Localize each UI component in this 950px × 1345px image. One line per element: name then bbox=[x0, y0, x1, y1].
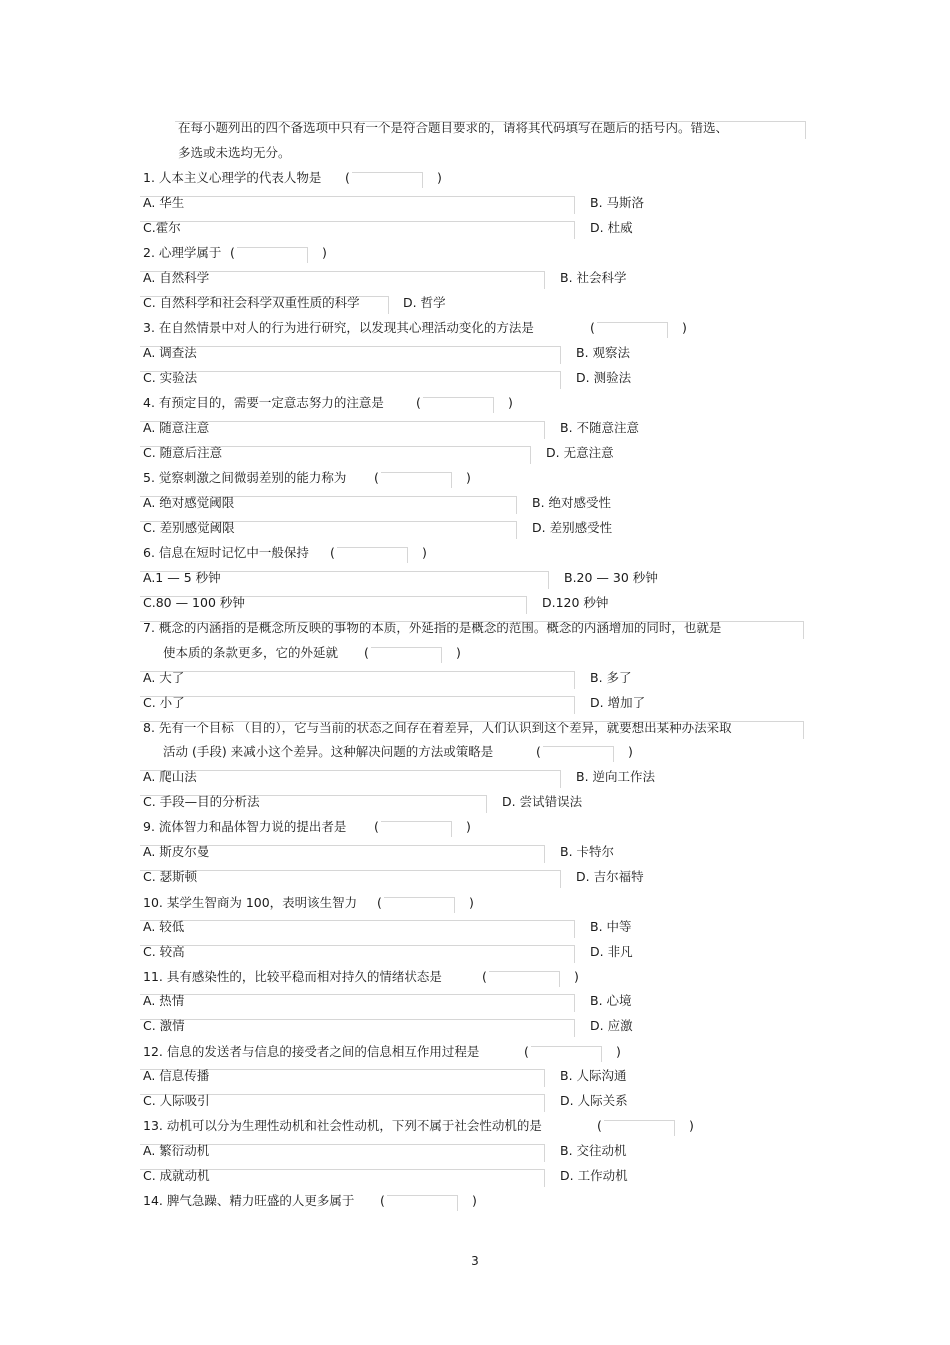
answer-paren-open: ( bbox=[482, 969, 487, 984]
question-6-stem: 6. 信息在短时记忆中一般保持 bbox=[143, 545, 309, 560]
question-6-option-b: B.20 — 30 秒钟 bbox=[564, 570, 658, 585]
answer-paren-close: ) bbox=[456, 645, 461, 660]
question-11-option-c: C. 激情 bbox=[143, 1018, 185, 1033]
question-9-stem: 9. 流体智力和晶体智力说的提出者是 bbox=[143, 819, 347, 834]
question-1-option-d: D. 杜威 bbox=[590, 220, 633, 235]
question-3-stem: 3. 在自然情景中对人的行为进行研究，以发现其心理活动变化的方法是 bbox=[143, 320, 534, 335]
option-frame bbox=[140, 671, 575, 689]
answer-paren-close: ) bbox=[574, 969, 579, 984]
question-6-option-d: D.120 秒钟 bbox=[542, 595, 609, 610]
question-14-stem: 14. 脾气急躁、精力旺盛的人更多属于 bbox=[143, 1193, 355, 1208]
question-1-option-c: C.霍尔 bbox=[143, 220, 181, 235]
option-frame bbox=[140, 346, 561, 364]
answer-paren-open: ( bbox=[590, 320, 595, 335]
question-9-option-d: D. 吉尔福特 bbox=[576, 869, 644, 884]
answer-paren-close: ) bbox=[466, 819, 471, 834]
question-11-option-a: A. 热情 bbox=[143, 993, 185, 1008]
question-8-option-a: A. 爬山法 bbox=[143, 769, 197, 784]
question-7-option-d: D. 增加了 bbox=[590, 695, 646, 710]
answer-paren-close: ) bbox=[437, 170, 442, 185]
instruction-line-2: 多选或未选均无分。 bbox=[178, 145, 291, 160]
answer-blank[interactable] bbox=[237, 247, 308, 263]
question-1-option-b: B. 马斯洛 bbox=[590, 195, 645, 210]
answer-paren-close: ) bbox=[616, 1044, 621, 1059]
question-7-option-b: B. 多了 bbox=[590, 670, 632, 685]
question-11-option-b: B. 心境 bbox=[590, 993, 632, 1008]
option-frame bbox=[140, 371, 561, 389]
text-frame bbox=[140, 621, 804, 639]
answer-paren-open: ( bbox=[364, 645, 369, 660]
answer-paren-open: ( bbox=[377, 895, 382, 910]
question-5-option-c: C. 差别感觉阈限 bbox=[143, 520, 235, 535]
option-frame bbox=[140, 221, 575, 239]
answer-paren-open: ( bbox=[345, 170, 350, 185]
question-12-stem: 12. 信息的发送者与信息的接受者之间的信息相互作用过程是 bbox=[143, 1044, 480, 1059]
answer-blank[interactable] bbox=[604, 1120, 675, 1136]
instruction-line-1: 在每小题列出的四个备选项中只有一个是符合题目要求的，请将其代码填写在题后的括号内。错选、 bbox=[178, 120, 729, 135]
answer-blank[interactable] bbox=[384, 897, 455, 913]
question-7-option-c: C. 小了 bbox=[143, 695, 185, 710]
answer-blank[interactable] bbox=[337, 547, 408, 563]
option-frame bbox=[140, 870, 561, 888]
question-3-option-a: A. 调查法 bbox=[143, 345, 197, 360]
answer-blank[interactable] bbox=[543, 746, 614, 762]
question-1-option-a: A. 华生 bbox=[143, 195, 185, 210]
option-frame bbox=[140, 196, 575, 214]
question-9-option-c: C. 瑟斯顿 bbox=[143, 869, 198, 884]
answer-paren-open: ( bbox=[380, 1193, 385, 1208]
question-13-option-a: A. 繁衍动机 bbox=[143, 1143, 210, 1158]
answer-paren-open: ( bbox=[524, 1044, 529, 1059]
question-13-stem: 13. 动机可以分为生理性动机和社会性动机，下列不属于社会性动机的是 bbox=[143, 1118, 542, 1133]
question-3-option-b: B. 观察法 bbox=[576, 345, 631, 360]
option-frame bbox=[140, 696, 575, 714]
question-13-option-d: D. 工作动机 bbox=[560, 1168, 628, 1183]
question-10-option-c: C. 较高 bbox=[143, 944, 185, 959]
answer-paren-close: ) bbox=[628, 744, 633, 759]
answer-blank[interactable] bbox=[531, 1046, 602, 1062]
answer-paren-close: ) bbox=[472, 1193, 477, 1208]
question-10-option-d: D. 非凡 bbox=[590, 944, 633, 959]
answer-paren-close: ) bbox=[689, 1118, 694, 1133]
question-8-option-b: B. 逆向工作法 bbox=[576, 769, 656, 784]
answer-blank[interactable] bbox=[352, 172, 423, 188]
question-8-stem: 8. 先有一个目标 （目的），它与当前的状态之间存在着差异，人们认识到这个差异，就要想出某种办法采取 bbox=[143, 720, 732, 735]
option-frame bbox=[140, 770, 561, 788]
question-3-option-c: C. 实验法 bbox=[143, 370, 198, 385]
question-2-stem: 2. 心理学属于 bbox=[143, 245, 222, 260]
answer-blank[interactable] bbox=[597, 322, 668, 338]
answer-paren-open: ( bbox=[374, 819, 379, 834]
question-12-option-d: D. 人际关系 bbox=[560, 1093, 628, 1108]
question-12-option-a: A. 信息传播 bbox=[143, 1068, 210, 1083]
question-5-stem: 5. 觉察刺激之间微弱差别的能力称为 bbox=[143, 470, 347, 485]
question-4-stem: 4. 有预定目的，需要一定意志努力的注意是 bbox=[143, 395, 384, 410]
question-8-stem-cont: 活动 (手段) 来减小这个差异。这种解决问题的方法或策略是 bbox=[163, 744, 494, 759]
answer-blank[interactable] bbox=[489, 971, 560, 987]
question-2-option-a: A. 自然科学 bbox=[143, 270, 210, 285]
question-2-option-d: D. 哲学 bbox=[403, 295, 446, 310]
question-4-option-a: A. 随意注意 bbox=[143, 420, 210, 435]
question-13-option-c: C. 成就动机 bbox=[143, 1168, 210, 1183]
answer-blank[interactable] bbox=[381, 821, 452, 837]
answer-paren-open: ( bbox=[230, 245, 235, 260]
answer-paren-open: ( bbox=[416, 395, 421, 410]
answer-paren-open: ( bbox=[374, 470, 379, 485]
question-9-option-b: B. 卡特尔 bbox=[560, 844, 615, 859]
question-4-option-c: C. 随意后注意 bbox=[143, 445, 223, 460]
page-number: 3 bbox=[471, 1254, 479, 1268]
question-5-option-d: D. 差别感受性 bbox=[532, 520, 613, 535]
answer-paren-close: ) bbox=[466, 470, 471, 485]
question-8-option-c: C. 手段—目的分析法 bbox=[143, 794, 260, 809]
question-8-option-d: D. 尝试错误法 bbox=[502, 794, 583, 809]
question-7-option-a: A. 大了 bbox=[143, 670, 185, 685]
question-5-option-b: B. 绝对感受性 bbox=[532, 495, 612, 510]
answer-paren-close: ) bbox=[682, 320, 687, 335]
answer-paren-open: ( bbox=[330, 545, 335, 560]
option-frame bbox=[140, 1019, 575, 1037]
question-7-stem: 7. 概念的内涵指的是概念所反映的事物的本质，外延指的是概念的范围。概念的内涵增加的同时，也就是 bbox=[143, 620, 722, 635]
answer-blank[interactable] bbox=[423, 397, 494, 413]
question-9-option-a: A. 斯皮尔曼 bbox=[143, 844, 210, 859]
question-4-option-d: D. 无意注意 bbox=[546, 445, 614, 460]
option-frame bbox=[140, 945, 575, 963]
question-10-stem: 10. 某学生智商为 100，表明该生智力 bbox=[143, 895, 358, 910]
question-10-option-b: B. 中等 bbox=[590, 919, 632, 934]
question-11-option-d: D. 应激 bbox=[590, 1018, 633, 1033]
question-12-option-b: B. 人际沟通 bbox=[560, 1068, 627, 1083]
answer-paren-close: ) bbox=[508, 395, 513, 410]
question-13-option-b: B. 交往动机 bbox=[560, 1143, 627, 1158]
answer-blank[interactable] bbox=[387, 1195, 458, 1211]
answer-paren-close: ) bbox=[422, 545, 427, 560]
question-4-option-b: B. 不随意注意 bbox=[560, 420, 640, 435]
question-2-option-c: C. 自然科学和社会科学双重性质的科学 bbox=[143, 295, 360, 310]
question-3-option-d: D. 测验法 bbox=[576, 370, 632, 385]
question-5-option-a: A. 绝对感觉阈限 bbox=[143, 495, 235, 510]
option-frame bbox=[140, 994, 575, 1012]
question-1-stem: 1. 人本主义心理学的代表人物是 bbox=[143, 170, 322, 185]
question-10-option-a: A. 较低 bbox=[143, 919, 185, 934]
answer-blank[interactable] bbox=[381, 472, 452, 488]
question-6-option-c: C.80 — 100 秒钟 bbox=[143, 595, 245, 610]
text-frame bbox=[175, 121, 806, 139]
text-frame bbox=[140, 721, 804, 739]
option-frame bbox=[140, 920, 575, 938]
question-6-option-a: A.1 — 5 秒钟 bbox=[143, 570, 221, 585]
answer-blank[interactable] bbox=[371, 647, 442, 663]
question-7-stem-cont: 使本质的条款更多，它的外延就 bbox=[163, 645, 339, 660]
answer-paren-close: ) bbox=[469, 895, 474, 910]
question-11-stem: 11. 具有感染性的，比较平稳而相对持久的情绪状态是 bbox=[143, 969, 442, 984]
question-2-option-b: B. 社会科学 bbox=[560, 270, 627, 285]
answer-paren-close: ) bbox=[322, 245, 327, 260]
answer-paren-open: ( bbox=[536, 744, 541, 759]
answer-paren-open: ( bbox=[597, 1118, 602, 1133]
question-12-option-c: C. 人际吸引 bbox=[143, 1093, 210, 1108]
